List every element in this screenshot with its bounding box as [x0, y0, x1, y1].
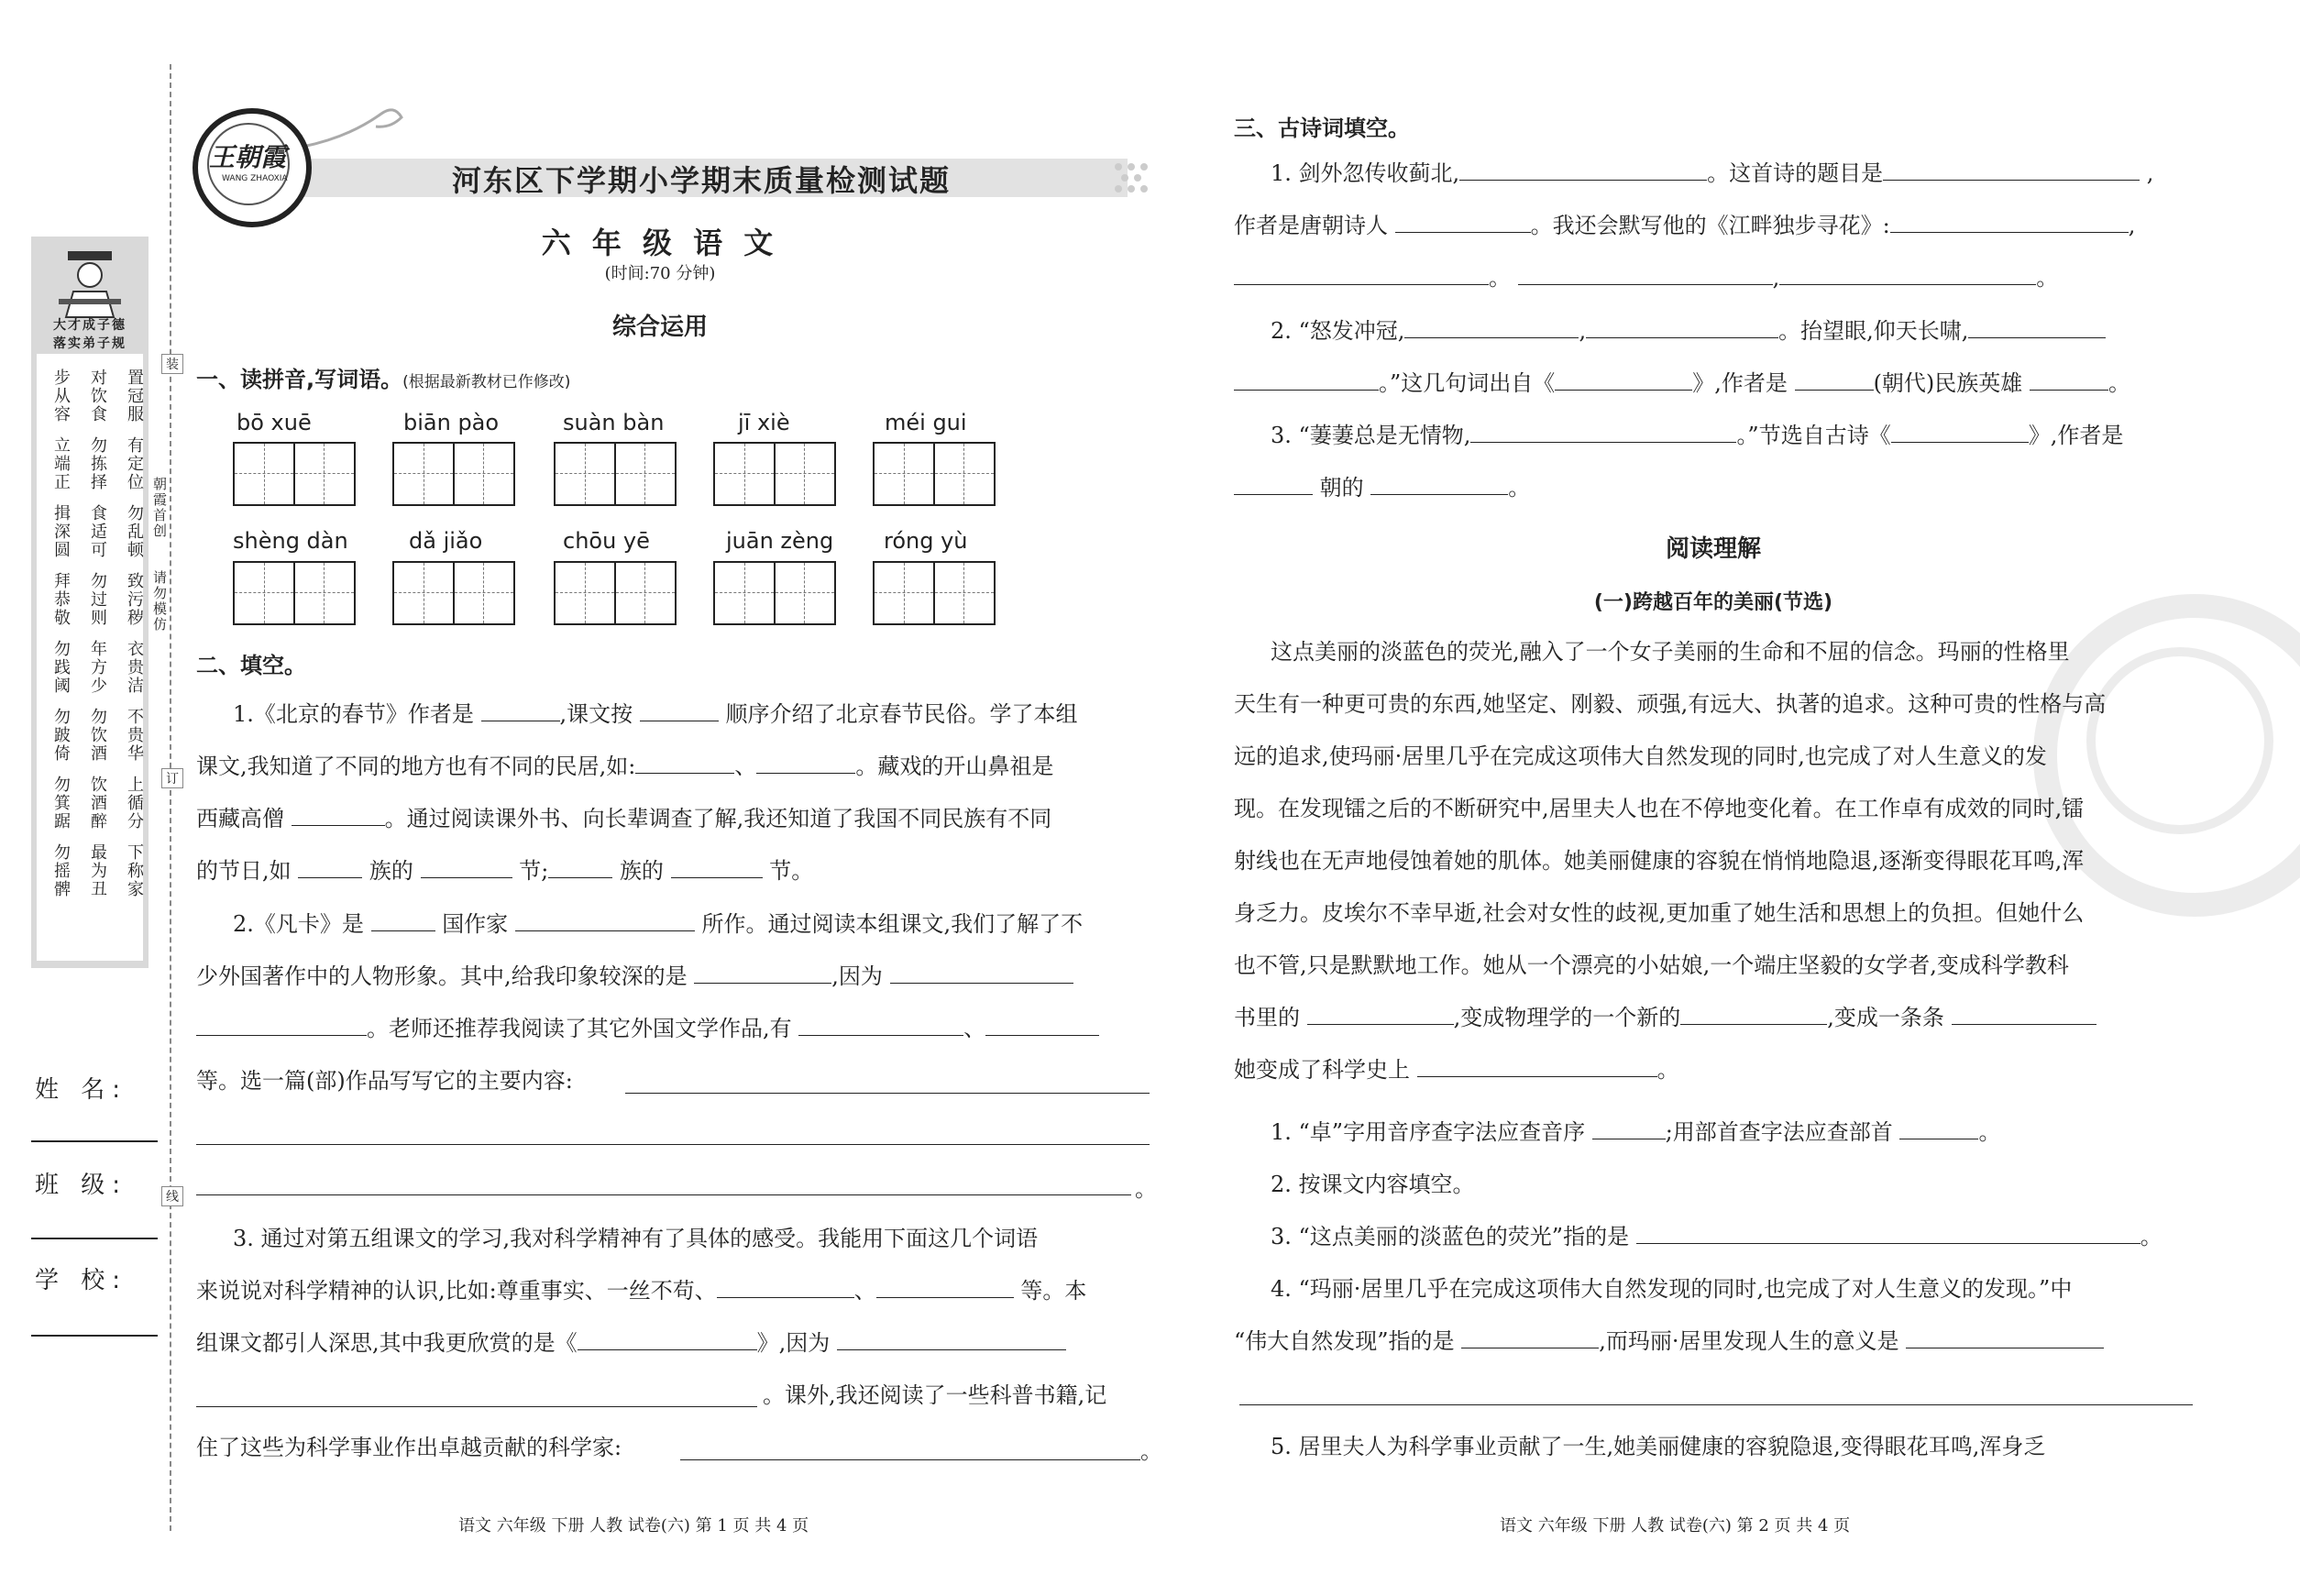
page-footer-right: 语文 六年级 下册 人教 试卷(六) 第 2 页 共 4 页: [1500, 1516, 1851, 1535]
answer-blank[interactable]: [298, 857, 362, 878]
text: 》,作者是: [2028, 423, 2124, 448]
text: 。”节选自古诗《: [1736, 423, 1891, 448]
period-mark: 。: [1140, 1438, 1162, 1464]
answer-blank[interactable]: [1952, 1004, 2096, 1025]
text: 、: [963, 1016, 986, 1041]
passage-line: 天生有一种更可贵的东西,她坚定、刚毅、顽强,有远大、执著的追求。这种可贵的性格与高: [1234, 691, 2107, 717]
text: 节。: [769, 858, 814, 884]
exam-time: (时间:70 分钟): [604, 264, 716, 283]
rule-group: [51, 369, 143, 424]
answer-blank[interactable]: [1234, 474, 1313, 495]
motto-line-2: 落实弟子规: [53, 336, 127, 351]
passage-line: [1234, 1056, 1679, 1084]
rule-text: 步从容: [51, 369, 71, 424]
rule-group: [51, 436, 143, 491]
rule-text: 拜恭敬: [51, 572, 71, 627]
rules-list: [51, 369, 143, 911]
text: ,因为: [831, 963, 883, 989]
answer-blank[interactable]: [1234, 264, 1489, 285]
answer-blank[interactable]: [1592, 1118, 1666, 1139]
passage-line: 这点美丽的淡蓝色的荧光,融入了一个女子美丽的生命和不屈的信念。玛丽的性格里: [1271, 639, 2070, 665]
text: 1.《北京的春节》作者是: [233, 701, 474, 727]
text: ,而玛丽·居里发现人生的意义是: [1599, 1328, 1899, 1354]
rule-text: 年方少: [88, 640, 107, 695]
text: 》,因为: [756, 1330, 831, 1356]
answer-line[interactable]: [625, 1093, 1150, 1094]
pinyin-label: bō xuē: [237, 410, 312, 435]
answer-blank[interactable]: [1395, 212, 1531, 233]
answer-blank[interactable]: [1968, 317, 2106, 338]
text: 》,作者是: [1692, 370, 1788, 396]
text: 3. “萋萋总是无情物,: [1271, 423, 1471, 448]
q1-line: [196, 805, 1051, 832]
rule-group: [51, 843, 143, 898]
text: 她变成了科学史上: [1234, 1057, 1410, 1083]
class-label: 班 级:: [35, 1172, 128, 1199]
text: 作者是唐朝诗人: [1234, 213, 1388, 238]
logo-text: 王朝霞: [209, 142, 287, 172]
pinyin-label: shèng dàn: [233, 528, 348, 554]
answer-line[interactable]: [196, 1194, 1131, 1195]
text: 国作家: [442, 911, 509, 937]
answer-blank[interactable]: [1518, 264, 1773, 285]
vertical-note: 请勿模仿: [151, 570, 168, 633]
rule-text: 勿拣择: [88, 436, 107, 491]
name-field[interactable]: [31, 1140, 158, 1142]
part1-note: (根据最新教材已作修改): [402, 373, 571, 391]
answer-blank[interactable]: [671, 857, 763, 878]
text: 。: [1508, 475, 1531, 501]
poem-q3-line: [1271, 422, 2123, 449]
rule-text: 勿乱顿: [125, 504, 144, 559]
rule-text: 致污秽: [125, 572, 144, 627]
writing-grid[interactable]: [233, 561, 356, 625]
answer-blank[interactable]: [196, 1015, 367, 1036]
logo-subtext: WANG ZHAOXIA: [222, 174, 288, 183]
passage-line: 也不管,只是默默地工作。她从一个漂亮的小姑娘,一个端庄坚毅的女学者,变成科学教科: [1234, 952, 2069, 978]
reading-q5: 5. 居里夫人为科学事业贡献了一生,她美丽健康的容貌隐退,变得眼花耳鸣,浑身乏: [1271, 1434, 2046, 1459]
pinyin-label: róng yù: [884, 528, 968, 554]
text: 。: [1656, 1057, 1679, 1083]
pinyin-label: juān zèng: [726, 528, 834, 554]
q2-line: [196, 1015, 1099, 1042]
poem-q1-line: [1271, 160, 2153, 187]
answer-line[interactable]: [680, 1459, 1140, 1460]
rule-group: [51, 572, 143, 627]
writing-grid[interactable]: [392, 561, 515, 625]
name-label: 姓 名:: [35, 1076, 128, 1104]
motto-line-1: 大才成子德: [53, 318, 127, 333]
rule-text: 下称家: [125, 843, 144, 898]
class-field[interactable]: [31, 1238, 158, 1239]
text: 1. 剑外忽传收蓟北,: [1271, 160, 1460, 186]
rule-text: 饮酒醉: [88, 776, 107, 831]
writing-grid[interactable]: [554, 442, 677, 506]
text: 书里的: [1234, 1005, 1300, 1030]
vertical-note: 朝霞首创: [151, 477, 168, 539]
answer-blank[interactable]: [292, 805, 385, 826]
poem-q2-line: [1234, 369, 2130, 397]
rule-text: 置冠服: [125, 369, 144, 424]
text: 。老师还推荐我阅读了其它外国文学作品,有: [367, 1016, 792, 1041]
text: 。: [2107, 370, 2130, 396]
seal-char: 订: [161, 768, 183, 788]
answer-blank[interactable]: [1636, 1223, 2140, 1244]
pinyin-label: chōu yē: [563, 528, 650, 554]
q1-line: [233, 700, 1077, 728]
writing-grid[interactable]: [713, 442, 836, 506]
school-label: 学 校:: [35, 1267, 128, 1294]
seal-char: 线: [161, 1186, 183, 1206]
passage-line: 身乏力。皮埃尔不幸早逝,社会对女性的歧视,更加重了她生活和思想上的负担。但她什么: [1234, 900, 2085, 926]
text: ,: [2146, 160, 2154, 186]
rule-text: 勿摇髀: [51, 843, 71, 898]
answer-blank[interactable]: [371, 910, 435, 931]
q3-line: [196, 1329, 1066, 1357]
poem-q1-line: [1234, 264, 2058, 292]
text: ,变成一条条: [1827, 1005, 1944, 1030]
rule-group: [51, 708, 143, 763]
answer-blank[interactable]: [1680, 1004, 1827, 1025]
text: 的节日,如: [196, 858, 292, 884]
rule-text: 衣贵洁: [125, 640, 144, 695]
subject-title: 六 年 级 语 文: [541, 226, 779, 260]
answer-blank[interactable]: [548, 857, 612, 878]
answer-blank[interactable]: [985, 1015, 1099, 1036]
text: 来说说对科学精神的认识,比如:尊重事实、一丝不苟、: [196, 1278, 717, 1304]
dot-pattern-icon: [1109, 156, 1155, 198]
text: 、: [853, 1278, 876, 1304]
passage-line: 射线也在无声地侵蚀着她的肌体。她美丽健康的容貌在悄悄地隐退,逐渐变得眼花耳鸣,浑: [1234, 848, 2085, 874]
writing-grid[interactable]: [713, 561, 836, 625]
passage-line: [1234, 1004, 2096, 1031]
school-field[interactable]: [31, 1335, 158, 1337]
answer-blank[interactable]: [1470, 422, 1736, 443]
poem-q3-line: [1234, 474, 1530, 501]
rule-text: 上循分: [125, 776, 144, 831]
rule-text: 有定位: [125, 436, 144, 491]
reading-section-title: 阅读理解: [1665, 535, 1761, 563]
rule-text: 揖深圆: [51, 504, 71, 559]
answer-blank[interactable]: [717, 1277, 854, 1298]
q3-line: 3. 通过对第五组课文的学习,我对科学精神有了具体的感受。我能用下面这几个词语: [233, 1226, 1039, 1251]
answer-blank[interactable]: [890, 963, 1073, 984]
text: 等。选一篇(部)作品写写它的主要内容:: [196, 1068, 573, 1094]
answer-blank[interactable]: [876, 1277, 1014, 1298]
pinyin-label: suàn bàn: [563, 410, 665, 435]
pinyin-label: dǎ jiǎo: [409, 528, 483, 554]
period-mark: 。: [1135, 1176, 1157, 1202]
text: (朝代)民族英雄: [1873, 370, 2023, 396]
rule-group: [51, 776, 143, 831]
text: 。藏戏的开山鼻祖是: [855, 754, 1054, 779]
answer-blank[interactable]: [798, 1015, 963, 1036]
text: ,: [2128, 213, 2136, 238]
q2-line: [196, 1067, 573, 1095]
text: 课文,我知道了不同的地方也有不同的民居,如:: [196, 754, 636, 779]
answer-blank[interactable]: [640, 700, 719, 721]
text: 节;: [519, 858, 549, 884]
rule-text: 勿跛倚: [51, 708, 71, 763]
answer-blank[interactable]: [1307, 1004, 1454, 1025]
answer-blank[interactable]: [837, 1329, 1066, 1350]
text: 顺序介绍了北京春节民俗。学了本组: [725, 701, 1078, 727]
sidebar-strip: [31, 237, 149, 968]
reading-q4: [1234, 1327, 2104, 1355]
part3-title: 三、古诗词填空。: [1234, 116, 1410, 141]
answer-blank[interactable]: [1891, 422, 2029, 443]
text: 1. “卓”字用音序查字法应查音序: [1271, 1119, 1586, 1145]
answer-blank[interactable]: [1795, 369, 1874, 391]
answer-blank[interactable]: [2030, 369, 2108, 391]
answer-blank[interactable]: [1883, 160, 2140, 181]
text: 。这首诗的题目是: [1707, 160, 1884, 186]
ribbon-decoration-icon: [293, 101, 413, 156]
text: 。”这几句词出自《: [1379, 370, 1556, 396]
text: ,变成物理学的一个新的: [1453, 1005, 1681, 1030]
text: 朝的: [1319, 475, 1364, 501]
reading-q2: 2. 按课文内容填空。: [1271, 1172, 1475, 1197]
text: 等。本: [1020, 1278, 1087, 1304]
q3-line: [196, 1277, 1086, 1304]
writing-grid[interactable]: [873, 561, 996, 625]
answer-blank[interactable]: [1370, 474, 1508, 495]
answer-blank[interactable]: [578, 1329, 757, 1350]
answer-blank[interactable]: [1461, 1327, 1599, 1348]
scholar-icon: [55, 248, 125, 319]
answer-blank[interactable]: [694, 963, 831, 984]
answer-blank[interactable]: [1906, 1327, 2104, 1348]
poem-q2-line: [1271, 317, 2106, 345]
text: 。: [2140, 1224, 2162, 1249]
text: 组课文都引人深思,其中我更欣赏的是《: [196, 1330, 578, 1356]
exam-title: 河东区下学期小学期末质量检测试题: [451, 163, 951, 198]
text: ,: [1772, 265, 1780, 291]
rule-group: [51, 640, 143, 695]
passage-line: 现。在发现镭之后的不断研究中,居里夫人也在不停地变化着。在工作卓有成效的同时,镭: [1234, 796, 2085, 821]
text: 所作。通过阅读本组课文,我们了解了不: [701, 911, 1084, 937]
text: ;用部首查字法应查部首: [1665, 1119, 1893, 1145]
answer-blank[interactable]: [1890, 212, 2129, 233]
reading-passage-title: (一)跨越百年的美丽(节选): [1593, 591, 1833, 614]
passage-line: 远的追求,使玛丽·居里几乎在完成这项伟大自然发现的同时,也完成了对人生意义的发: [1234, 743, 2047, 769]
answer-blank[interactable]: [515, 910, 695, 931]
rule-text: 食适可: [88, 504, 107, 559]
text: 西藏高僧: [196, 806, 284, 831]
text: 2.《凡卡》是: [233, 911, 364, 937]
q3-line: 。课外,我还阅读了一些科普书籍,记: [763, 1382, 1107, 1408]
reading-q4: 4. “玛丽·居里几乎在完成这项伟大自然发现的同时,也完成了对人生意义的发现。”中: [1271, 1276, 2073, 1302]
rule-text: 勿践阈: [51, 640, 71, 695]
writing-grid[interactable]: [554, 561, 677, 625]
answer-blank[interactable]: [1417, 1056, 1657, 1077]
answer-line[interactable]: [196, 1144, 1150, 1145]
rule-text: 勿箕踞: [51, 776, 71, 831]
text: 、: [734, 754, 757, 779]
text: 。: [2036, 265, 2059, 291]
part2-title: 二、填空。: [196, 653, 306, 678]
part1-title-text: 一、读拼音,写词语。: [196, 367, 403, 392]
section-title: 综合运用: [611, 314, 708, 341]
answer-blank[interactable]: [1899, 1118, 1978, 1139]
text: 2. “怒发冲冠,: [1271, 318, 1405, 344]
rule-text: 不贵华: [125, 708, 144, 763]
brand-logo: [193, 108, 312, 227]
rule-text: 立端正: [51, 436, 71, 491]
pinyin-label: méi gui: [885, 410, 967, 435]
writing-grid[interactable]: [873, 442, 996, 506]
rule-group: [51, 504, 143, 559]
text: 3. “这点美丽的淡蓝色的荧光”指的是: [1271, 1224, 1630, 1249]
text: 。: [1978, 1119, 2001, 1145]
answer-blank[interactable]: [421, 857, 512, 878]
text: 。我还会默写他的《江畔独步寻花》:: [1530, 213, 1890, 238]
rule-text: 最为丑: [88, 843, 107, 898]
q3-line: 住了这些为科学事业作出卓越贡献的科学家:: [196, 1435, 622, 1460]
q1-line: [196, 753, 1053, 780]
q2-line: [196, 963, 1073, 990]
poem-q1-line: [1234, 212, 2135, 239]
text: ,: [1579, 318, 1587, 344]
answer-line[interactable]: [196, 1406, 757, 1407]
text: 少外国著作中的人物形象。其中,给我印象较深的是: [196, 963, 688, 989]
q1-line: [196, 857, 813, 885]
writing-grid[interactable]: [233, 442, 356, 506]
text: 。: [1489, 265, 1511, 291]
text: 。通过阅读课外书、向长辈调查了解,我还知道了我国不同民族有不同: [384, 806, 1052, 831]
answer-blank[interactable]: [635, 753, 734, 774]
reading-q3: [1271, 1223, 2162, 1250]
text: 族的: [619, 858, 664, 884]
binding-line: [170, 64, 171, 1531]
answer-blank[interactable]: [1404, 317, 1579, 338]
answer-blank[interactable]: [1779, 264, 2036, 285]
rule-text: 对饮食: [88, 369, 107, 424]
text: “伟大自然发现”指的是: [1234, 1328, 1455, 1354]
page-footer-left: 语文 六年级 下册 人教 试卷(六) 第 1 页 共 4 页: [458, 1516, 809, 1535]
answer-blank[interactable]: [1555, 369, 1692, 391]
q2-line: [233, 910, 1083, 938]
reading-q1: [1271, 1118, 2000, 1146]
text: 。抬望眼,仰天长啸,: [1778, 318, 1969, 344]
part1-title: [196, 361, 570, 393]
rule-text: 勿饮酒: [88, 708, 107, 763]
seal-char: 装: [161, 354, 183, 374]
text: 族的: [369, 858, 413, 884]
answer-blank[interactable]: [481, 700, 560, 721]
answer-blank[interactable]: [1459, 160, 1707, 181]
answer-blank[interactable]: [1586, 317, 1778, 338]
answer-line[interactable]: [1239, 1404, 2193, 1405]
text: ,课文按: [559, 701, 633, 727]
answer-blank[interactable]: [756, 753, 855, 774]
writing-grid[interactable]: [392, 442, 515, 506]
answer-blank[interactable]: [1234, 369, 1379, 391]
pinyin-label: biān pào: [403, 410, 500, 435]
pinyin-label: jī xiè: [738, 410, 790, 435]
rule-text: 勿过则: [88, 572, 107, 627]
